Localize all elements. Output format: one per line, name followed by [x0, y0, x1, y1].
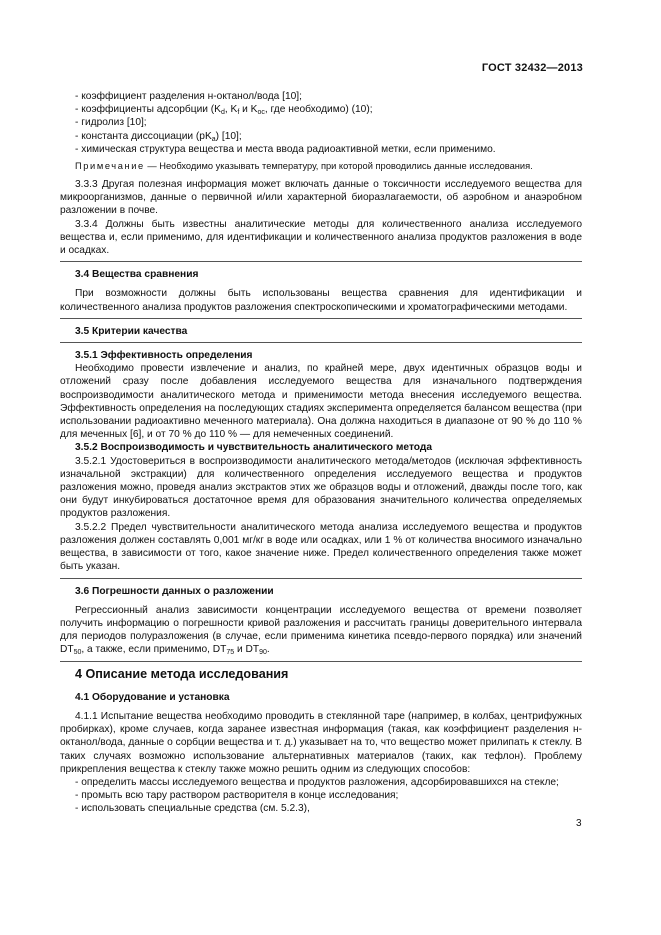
note: Примечание — Необходимо указывать температуру, при которой проводились данные исследования.	[75, 161, 533, 172]
note-label: Примечание	[75, 161, 145, 172]
list-item: - химическая структура вещества и места ввода радиоактивной метки, если применимо.	[75, 143, 496, 155]
paragraph: 4.1.1 Испытание вещества необходимо проводить в стеклянной таре (например, в колбах, центрифужных пробирках), кроме случаев, когда заранее известная информация (такая, как коэффициент разделения н-октанол/вода, данные о сорбции вещества и т. д.) указывает на то, что вещество может прилипать к стеклу. В таких случаях возможно использование альтернативных материалов (таких, как тефлон). Проблему прикрепления вещества к стеклу также можно решить одним из следующих способов:	[60, 710, 582, 775]
divider	[60, 661, 582, 662]
paragraph: Необходимо провести извлечение и анализ, по крайней мере, двух идентичных образцов воды и отложений сразу после добавления исследуемого вещества для изначального подтверждения воспроизводимости аналитического метода и применимости метода внесения исследуемого вещества. Эффективность определения на последующих стадиях эксперимента определяется балансом вещества (при использовании радиоактивно меченного материала). Она должна находиться в диапазоне от 90 % до 110 % для меченных [6], и от 70 % до 110 % — для немеченных соединений.	[60, 363, 582, 441]
section-heading: 3.4 Вещества сравнения	[75, 269, 199, 281]
paragraph: 3.5.2.1 Удостовериться в воспроизводимости аналитического метода/методов (исключая эффективность изначальной экстракции) для количественного определения исследуемого вещества и продуктов разложения можно, проведя анализ экстрактов этих же образцов воды и отложений, дважды после того, как они будут инкубироваться достаточное время для образования значительного количества определяемых продуктов разложения.	[60, 455, 582, 520]
section-heading: 4.1 Оборудование и установка	[75, 691, 230, 703]
divider	[60, 578, 582, 579]
section-heading: 3.6 Погрешности данных о разложении	[75, 585, 274, 597]
list-item: - гидролиз [10];	[75, 117, 147, 129]
section-heading: 3.5.1 Эффективность определения	[75, 350, 253, 362]
list-item: - использовать специальные средства (см. 5.2.3),	[75, 803, 310, 815]
list-item: - коэффициент разделения н-октанол/вода [10];	[75, 91, 302, 102]
paragraph: При возможности должны быть использованы вещества сравнения для идентификации и количественного анализа продуктов разложения спектроскопическими и хроматографическими методами.	[60, 288, 582, 313]
divider	[60, 261, 582, 262]
section-heading: 3.5 Критерии качества	[75, 325, 188, 337]
list-item: - константа диссоциации $(pK_a)$ [10];	[75, 130, 242, 143]
divider	[60, 318, 582, 319]
paragraph: 3.5.2.2 Предел чувствительности аналитического метода анализа исследуемого вещества и продуктов разложения должен составлять 0,001 мг/кг в воде или осадках, или 1 % от количества вносимого изначально вещества, в зависимости от того, какое значение ниже. Предел количественного определения также может быть указан.	[60, 521, 582, 573]
divider	[60, 342, 582, 343]
standard-header: ГОСТ 32432—2013	[481, 62, 583, 74]
list-item: - промыть всю тару раствором растворителя в конце исследования;	[75, 790, 399, 802]
chapter-heading: 4 Описание метода исследования	[75, 666, 289, 681]
page-number: 3	[576, 818, 582, 829]
paragraph: Регрессионный анализ зависимости концентрации исследуемого вещества от времени позволяет получить информацию о погрешности кривой разложения и рассчитать границы доверительного интервала для периодов полуразложения (в случае, если применима кинетика псевдо-первого порядка) или значений $DT_{50}$, а также, если применимо, $DT_{75}$ и $DT_{90}$.	[60, 604, 582, 657]
paragraph-3-3-3: 3.3.3 Другая полезная информация может включать данные о токсичности исследуемого вещества для микроорганизмов, данные о первичной и/или характерной биоразлагаемости, об аэробном и анаэробном разложении в почве.	[60, 179, 582, 217]
list-item: - определить массы исследуемого вещества и продуктов разложения, адсорбировавшихся на стекле;	[75, 776, 559, 788]
list-item: - коэффициенты адсорбции ($K_d$, $K_f$ и $K_{oc}$, где необходимо) (10);	[75, 104, 373, 117]
paragraph-3-3-4: 3.3.4 Должны быть известны аналитические методы для количественного анализа исследуемого вещества и, если применимо, для идентификации и количественного анализа продуктов разложения в воде и осадках.	[60, 218, 582, 257]
section-heading: 3.5.2 Воспроизводимость и чувствительность аналитического метода	[75, 442, 433, 454]
page-body	[60, 90, 582, 816]
